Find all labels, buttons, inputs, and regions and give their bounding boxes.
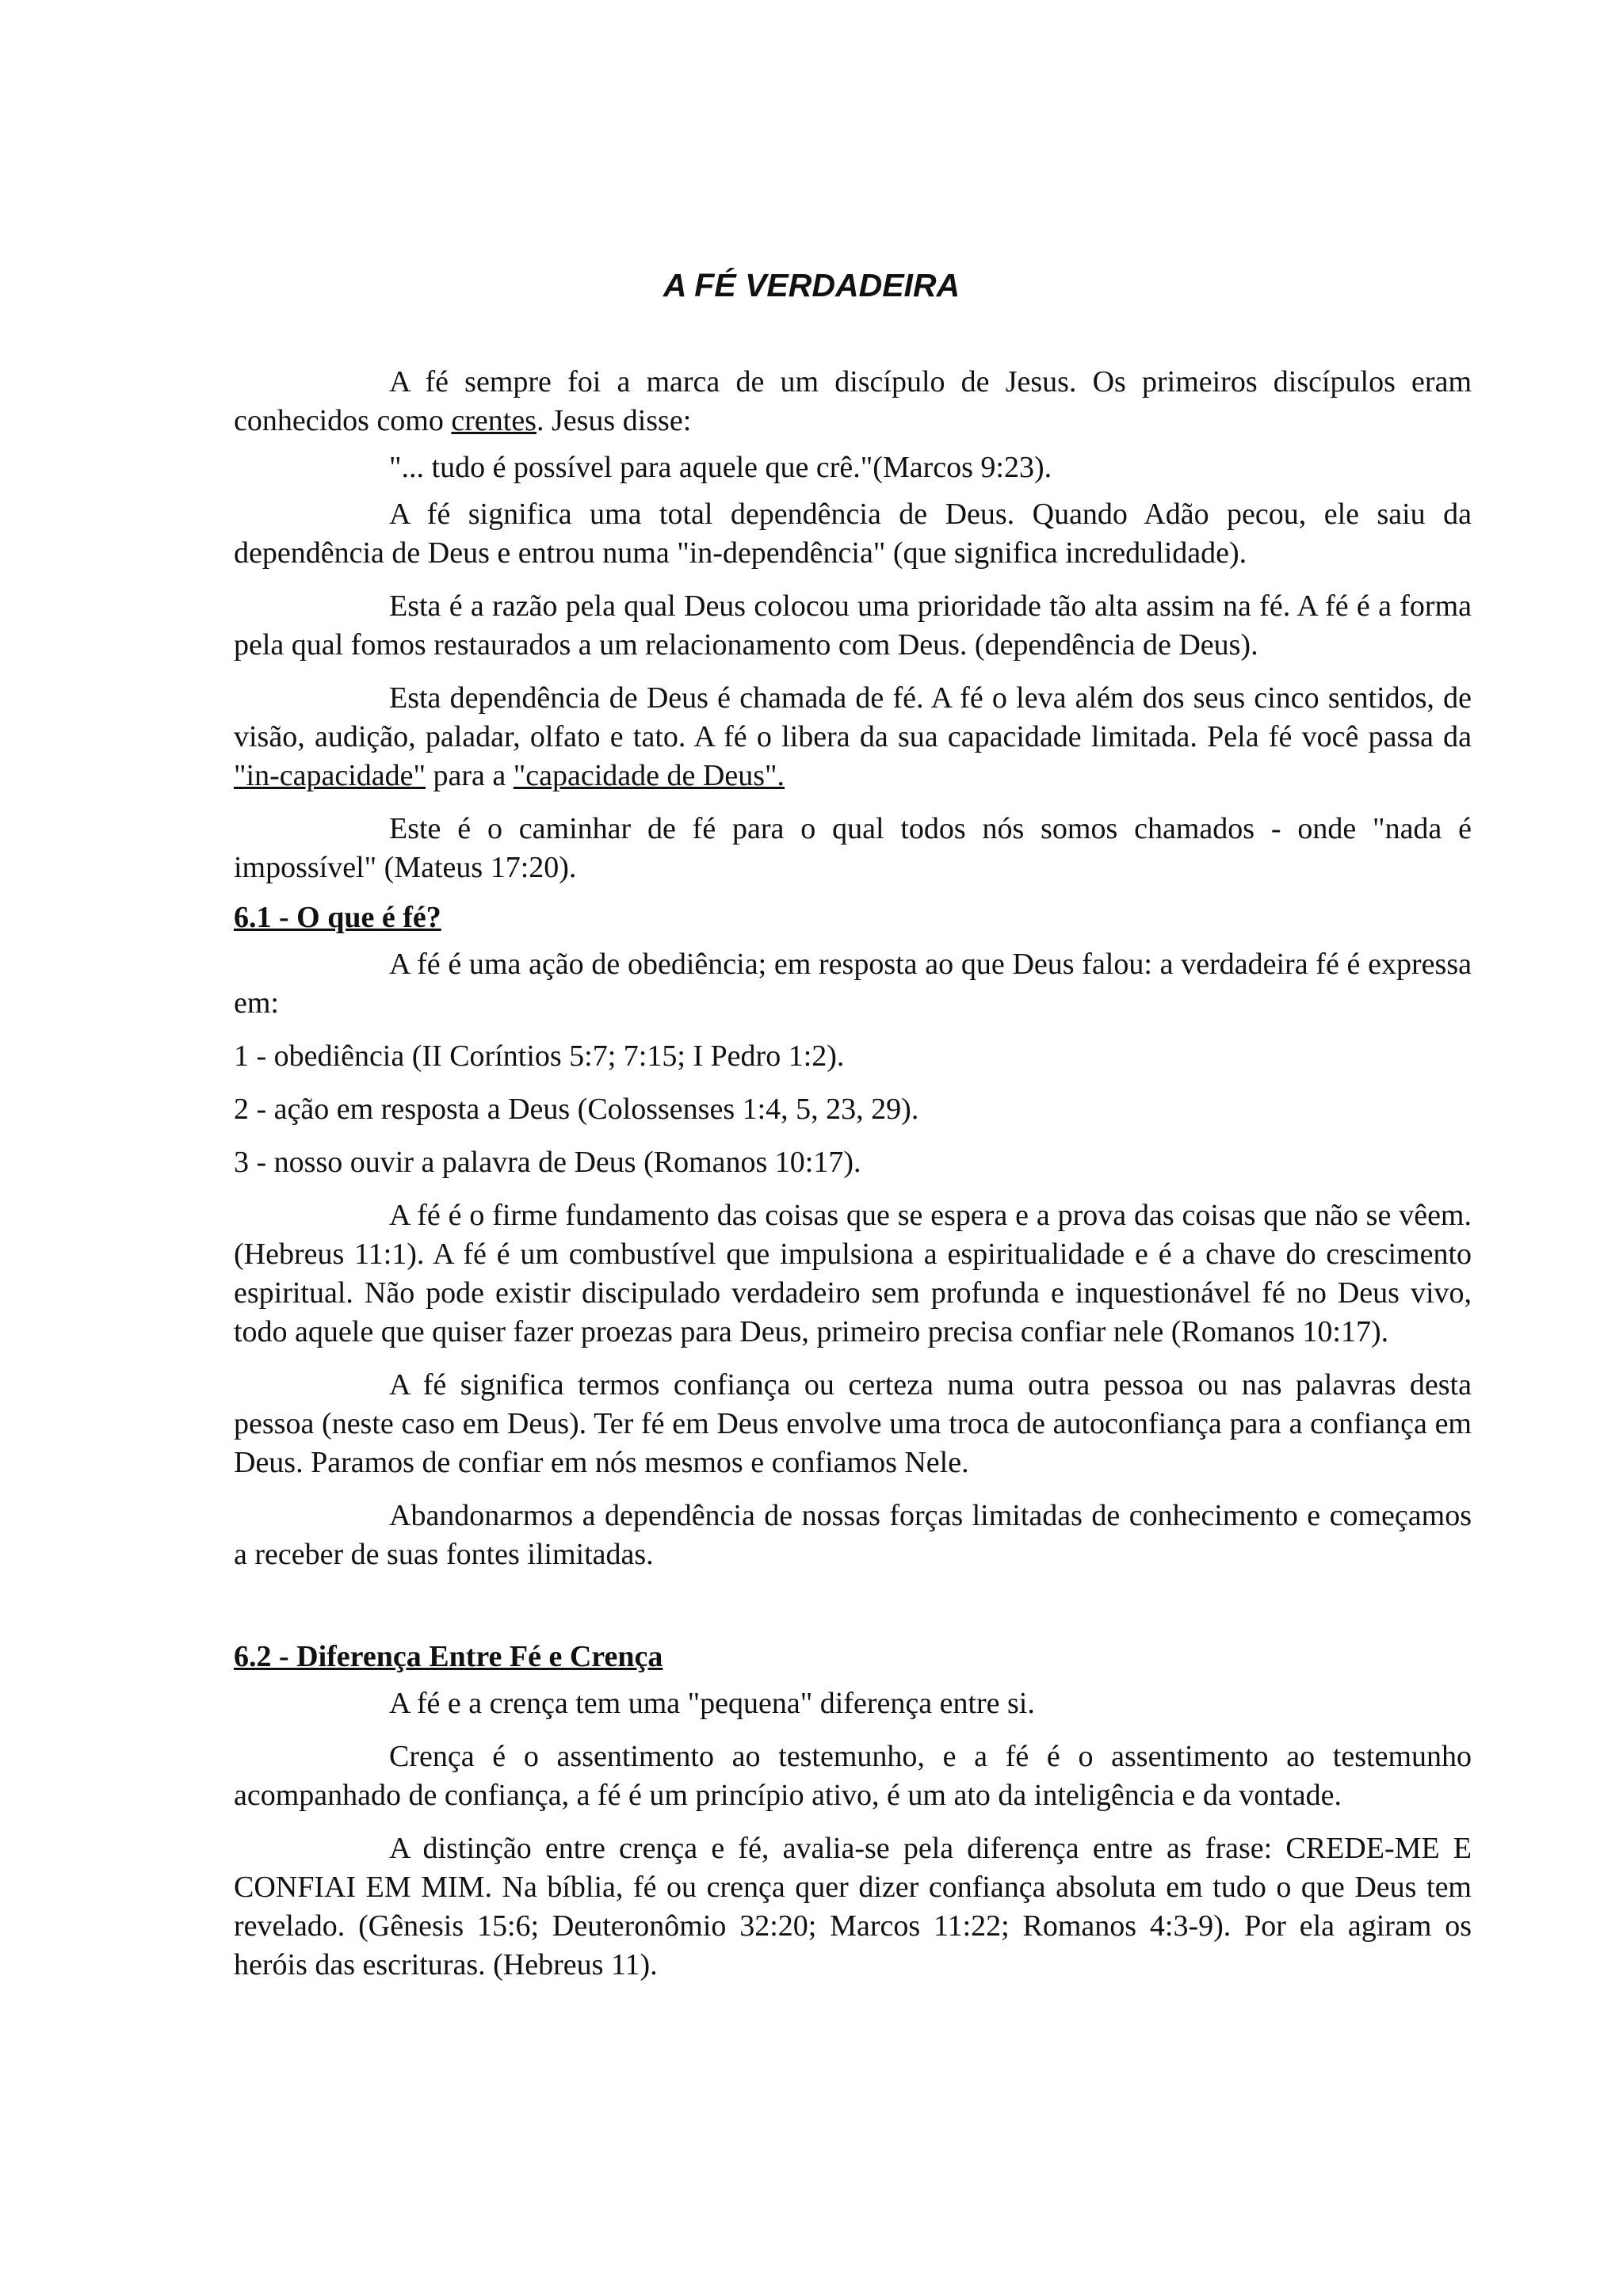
section-heading-6-2: 6.2 - Diferença Entre Fé e Crença [234,1640,663,1673]
paragraph-6-1-4: Abandonarmos a dependência de nossas forças limitadas de conhecimento e começamos a receber de suas fontes ilimitadas. [234,1499,1472,1571]
list-item: 1 - obediência (II Coríntios 5:7; 7:15; I Pedro 1:2). [234,1039,845,1073]
paragraph-intro-1 [234,363,1472,441]
paragraph-6-1-2: A fé é o firme fundamento das coisas que se espera e a prova das coisas que não se vêem. (Hebreus 11:1). A fé é um combustível que impulsiona a espiritualidade e é a chave do crescimento espiritual. Não pode existir discipulado verdadeiro sem profunda e inquestionável fé no Deus vivo, todo aquele que quiser fazer proezas para Deus, primeiro precisa confiar nele (Romanos 10:17). [234,1199,1472,1348]
section-heading-6-1: 6.1 - O que é fé? [234,901,441,934]
underlined-term-capacidade-de-deus: "capacidade de Deus". [513,759,785,792]
intro-text-a: A fé sempre foi a marca de um discípulo de Jesus. Os primeiros discípulos eram conhecidos como [234,365,1472,437]
list-item: 2 - ação em resposta a Deus (Colossenses 1:4, 5, 23, 29). [234,1093,919,1126]
quote-marcos: "... tudo é possível para aquele que crê."(Marcos 9:23). [389,451,1052,484]
paragraph-6-2-1: A fé e a crença tem uma "pequena" diferença entre si. [389,1687,1035,1720]
intro-p4-text-a: Esta dependência de Deus é chamada de fé. A fé o leva além dos seus cinco sentidos, de visão, audição, paladar, olfato e tato. A fé o libera da sua capacidade limitada. Pela fé você passa da [234,681,1472,753]
paragraph-6-2-2: Crença é o assentimento ao testemunho, e a fé é o assentimento ao testemunho acompanhado de confiança, a fé é um princípio ativo, é um ato da inteligência e da vontade. [234,1740,1472,1812]
underlined-term-crentes: crentes [451,404,537,437]
paragraph-intro-2: A fé significa uma total dependência de Deus. Quando Adão pecou, ele saiu da dependência de Deus e entrou numa "in-dependência" (que significa incredulidade). [234,498,1472,570]
list-item: 3 - nosso ouvir a palavra de Deus (Romanos 10:17). [234,1146,861,1179]
paragraph-intro-3: Esta é a razão pela qual Deus colocou uma prioridade tão alta assim na fé. A fé é a forma pela qual fomos restaurados a um relacionamento com Deus. (dependência de Deus). [234,589,1472,662]
intro-p4-text-b: para a [426,759,514,792]
document-title: A FÉ VERDADEIRA [663,267,960,303]
document-body [234,363,1472,1985]
paragraph-6-2-3: A distinção entre crença e fé, avalia-se pela diferença entre as frase: CREDE-ME E CONFIAI EM MIM. Na bíblia, fé ou crença quer dizer confiança absoluta em tudo o que Deus tem revelado. (Gênesis 15:6; Deuteronômio 32:20; Marcos 11:22; Romanos 4:3-9). Por ela agiram os heróis das escrituras. (Hebreus 11). [234,1832,1472,1981]
paragraph-intro-5: Este é o caminhar de fé para o qual todos nós somos chamados - onde "nada é impossível" (Mateus 17:20). [234,812,1472,884]
paragraph-intro-4 [234,679,1472,795]
paragraph-6-1-1: A fé é uma ação de obediência; em resposta ao que Deus falou: a verdadeira fé é expressa em: [234,948,1472,1020]
paragraph-6-1-3: A fé significa termos confiança ou certeza numa outra pessoa ou nas palavras desta pessoa (neste caso em Deus). Ter fé em Deus envolve uma troca de autoconfiança para a confiança em Deus. Paramos de confiar em nós mesmos e confiamos Nele. [234,1368,1472,1479]
underlined-term-in-capacidade: "in-capacidade" [234,759,426,792]
intro-text-b: . Jesus disse: [536,404,692,437]
